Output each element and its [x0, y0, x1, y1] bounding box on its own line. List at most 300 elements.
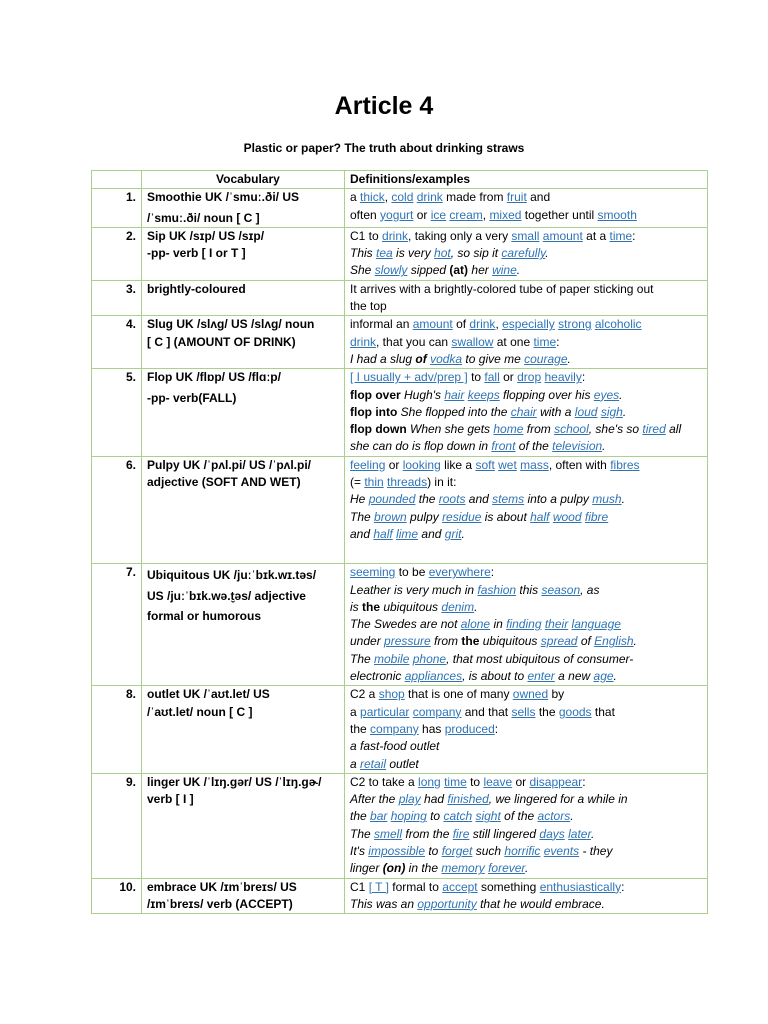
- dictionary-link[interactable]: pounded: [368, 492, 416, 507]
- dictionary-link[interactable]: time: [533, 334, 557, 349]
- dictionary-link[interactable]: company: [412, 704, 462, 719]
- definition-line: [350, 316, 702, 333]
- definition-text: of: [452, 317, 470, 332]
- term-line: linger UK /ˈlɪŋ.ɡər/ US /ˈlɪŋ.ɡɚ/: [147, 774, 322, 789]
- dictionary-link[interactable]: forever: [488, 861, 525, 876]
- dictionary-link[interactable]: home: [493, 422, 524, 437]
- definition-text: , we lingered for a while in: [488, 792, 628, 807]
- row-number: 3.: [92, 280, 142, 316]
- row-number: 6.: [92, 456, 142, 563]
- definition-cell: [345, 456, 708, 563]
- definition-text: - they: [579, 843, 613, 858]
- definition-text: at a: [582, 228, 610, 243]
- row-number: 4.: [92, 316, 142, 369]
- vocabulary-term: [142, 456, 345, 563]
- dictionary-link[interactable]: forget: [441, 843, 473, 858]
- dictionary-link[interactable]: feeling: [350, 457, 386, 472]
- definition-line: [350, 298, 702, 315]
- table-row: [92, 878, 708, 914]
- dictionary-link[interactable]: courage: [524, 351, 568, 366]
- term-line: -pp- verb [ I or T ]: [147, 246, 246, 261]
- definition-text: the: [362, 599, 380, 614]
- definition-text: , taking only a very: [408, 228, 512, 243]
- definition-text: C2 to take a: [350, 774, 419, 789]
- dictionary-link[interactable]: appliances: [404, 669, 463, 684]
- dictionary-link[interactable]: school: [554, 422, 589, 437]
- definition-text: formal to: [388, 879, 443, 894]
- dictionary-link[interactable]: bar: [370, 809, 388, 824]
- dictionary-link[interactable]: especially: [502, 317, 555, 332]
- dictionary-link[interactable]: shop: [378, 687, 405, 702]
- dictionary-link[interactable]: time: [609, 228, 633, 243]
- dictionary-link[interactable]: wet: [498, 457, 517, 472]
- header-definitions: Definitions/examples: [345, 171, 708, 189]
- definition-text: It's: [350, 843, 369, 858]
- definition-text: informal an: [350, 317, 413, 332]
- definition-line: [350, 509, 702, 526]
- table-row: [92, 564, 708, 686]
- dictionary-link[interactable]: amount: [412, 317, 453, 332]
- dictionary-link[interactable]: mass: [520, 457, 549, 472]
- definition-text: she can do is flop down in: [350, 439, 492, 454]
- dictionary-link[interactable]: impossible: [368, 843, 425, 858]
- definition-line: [350, 564, 702, 581]
- definition-text: (on): [382, 861, 406, 876]
- definition-text: the: [461, 634, 480, 649]
- dictionary-link[interactable]: eyes: [593, 387, 620, 402]
- dictionary-link[interactable]: mush: [592, 492, 622, 507]
- dictionary-link[interactable]: strong: [558, 317, 592, 332]
- dictionary-link[interactable]: wine: [492, 263, 517, 278]
- dictionary-link[interactable]: looking: [402, 457, 441, 472]
- dictionary-link[interactable]: small: [511, 228, 540, 243]
- definition-text: is very: [392, 246, 435, 261]
- definition-text: electronic: [350, 669, 405, 684]
- dictionary-link[interactable]: lime: [396, 526, 419, 541]
- definition-cell: [345, 564, 708, 686]
- dictionary-link[interactable]: pressure: [384, 634, 431, 649]
- table-row: [92, 369, 708, 456]
- dictionary-link[interactable]: soft: [475, 457, 495, 472]
- definition-text: C1 to: [350, 228, 383, 243]
- page-title: Article 4: [334, 92, 434, 120]
- definition-text: in: [490, 617, 507, 632]
- definition-text: flopping over his: [499, 387, 594, 402]
- definition-line: [350, 616, 702, 633]
- definition-text: .: [474, 599, 478, 614]
- definition-text: The Swedes are not: [350, 617, 461, 632]
- definition-text: and: [350, 526, 374, 541]
- definition-text: by: [548, 687, 565, 702]
- definition-line: [350, 879, 702, 896]
- definition-line: [350, 599, 702, 616]
- definition-line: [350, 189, 702, 206]
- dictionary-link[interactable]: particular: [360, 704, 410, 719]
- definition-cell: [345, 686, 708, 773]
- definition-line: [350, 421, 702, 438]
- definition-text: to give me: [462, 351, 525, 366]
- dictionary-link[interactable]: language: [571, 617, 621, 632]
- definition-line: [350, 686, 702, 703]
- definition-cell: [345, 773, 708, 878]
- dictionary-link[interactable]: fall: [484, 370, 500, 385]
- definition-text: from: [430, 634, 462, 649]
- definition-line: [350, 404, 702, 421]
- dictionary-link[interactable]: sells: [511, 704, 536, 719]
- term-line: US /juːˈbɪk.wə.t̬əs/ adjective: [147, 588, 306, 603]
- definition-text: , often with: [548, 457, 611, 472]
- definition-text: .: [516, 263, 521, 278]
- dictionary-link[interactable]: fashion: [477, 582, 517, 597]
- definition-text: to: [467, 370, 485, 385]
- dictionary-link[interactable]: television: [552, 439, 603, 454]
- definition-text: something: [477, 879, 540, 894]
- dictionary-link[interactable]: season: [541, 582, 581, 597]
- definition-text: a: [350, 190, 361, 205]
- dictionary-link[interactable]: hoping: [390, 809, 427, 824]
- dictionary-link[interactable]: drink: [382, 228, 409, 243]
- term-line: [ C ] (AMOUNT OF DRINK): [147, 334, 296, 349]
- vocabulary-term: [142, 280, 345, 316]
- definition-text: :: [582, 774, 586, 789]
- definition-text: or: [512, 774, 530, 789]
- dictionary-link[interactable]: English: [594, 634, 634, 649]
- dictionary-link[interactable]: slowly: [374, 263, 408, 278]
- dictionary-link[interactable]: time: [444, 774, 467, 789]
- dictionary-link[interactable]: enthusiastically: [539, 879, 622, 894]
- header-vocabulary: Vocabulary: [142, 171, 345, 189]
- definition-text: in the: [405, 861, 442, 876]
- term-line: adjective (SOFT AND WET): [147, 475, 301, 490]
- header-number: [92, 171, 142, 189]
- dictionary-link[interactable]: opportunity: [417, 896, 477, 911]
- dictionary-link[interactable]: catch: [443, 809, 473, 824]
- definition-line: [350, 582, 702, 599]
- vocabulary-table: [91, 170, 708, 914]
- dictionary-link[interactable]: events: [543, 843, 580, 858]
- dictionary-link[interactable]: denim: [441, 599, 475, 614]
- table-row: [92, 316, 708, 369]
- vocabulary-term: [142, 564, 345, 686]
- definition-text: is: [350, 599, 362, 614]
- dictionary-link[interactable]: disappear: [529, 774, 583, 789]
- dictionary-link[interactable]: enter: [527, 669, 555, 684]
- definition-line: [350, 474, 702, 491]
- definition-text: such: [472, 843, 505, 858]
- dictionary-link[interactable]: smell: [374, 826, 403, 841]
- definition-text: all: [665, 422, 682, 437]
- definition-line: [350, 281, 702, 298]
- definition-text: had: [420, 792, 448, 807]
- dictionary-link[interactable]: drink: [416, 190, 443, 205]
- dictionary-link[interactable]: yogurt: [380, 207, 414, 222]
- dictionary-link[interactable]: horrific: [504, 843, 541, 858]
- term-line: brightly-coloured: [147, 281, 246, 296]
- definition-text: the: [350, 721, 371, 736]
- dictionary-link[interactable]: wood: [552, 509, 582, 524]
- dictionary-link[interactable]: accept: [442, 879, 478, 894]
- definition-text: of the: [500, 809, 538, 824]
- dictionary-link[interactable]: everywhere: [428, 565, 491, 580]
- dictionary-link[interactable]: grit: [444, 526, 462, 541]
- definition-text: It arrives with a brightly-colored tube of paper sticking out: [350, 281, 654, 296]
- definition-text: from: [523, 422, 555, 437]
- term-line: Pulpy UK /ˈpʌl.pi/ US /ˈpʌl.pi/: [147, 457, 312, 472]
- definition-text: of: [577, 634, 595, 649]
- dictionary-link[interactable]: chair: [510, 404, 537, 419]
- dictionary-link[interactable]: heavily: [544, 370, 582, 385]
- definition-text: .: [633, 634, 637, 649]
- definition-cell: [345, 878, 708, 914]
- dictionary-link[interactable]: fibre: [584, 509, 609, 524]
- term-line: Ubiquitous UK /juːˈbɪk.wɪ.təs/: [147, 568, 317, 583]
- definition-text: that: [591, 704, 615, 719]
- definition-text: I had a slug: [350, 351, 416, 366]
- definition-line: [350, 351, 702, 368]
- dictionary-link[interactable]: spread: [540, 634, 578, 649]
- dictionary-link[interactable]: goods: [558, 704, 592, 719]
- definition-line: [350, 896, 702, 913]
- definition-text: .: [591, 826, 595, 841]
- row-number: 2.: [92, 227, 142, 280]
- definition-line: [350, 756, 702, 773]
- definition-text: Hugh's: [400, 387, 445, 402]
- dictionary-link[interactable]: cold: [391, 190, 414, 205]
- definition-text: flop down: [350, 422, 407, 437]
- dictionary-link[interactable]: keeps: [467, 387, 500, 402]
- dictionary-link[interactable]: [ I usually + adv/prep ]: [350, 370, 468, 385]
- vocabulary-term: [142, 227, 345, 280]
- definition-text: (at): [449, 263, 469, 278]
- definition-line: [350, 633, 702, 650]
- definition-text: the: [535, 704, 559, 719]
- definition-text: .: [524, 861, 529, 876]
- dictionary-link[interactable]: play: [398, 792, 421, 807]
- dictionary-link[interactable]: mixed: [489, 207, 522, 222]
- dictionary-link[interactable]: mobile: [374, 651, 410, 666]
- dictionary-link[interactable]: ice: [430, 207, 447, 222]
- dictionary-link[interactable]: residue: [442, 509, 482, 524]
- dictionary-link[interactable]: smooth: [597, 207, 637, 222]
- dictionary-link[interactable]: loud: [574, 404, 598, 419]
- dictionary-link[interactable]: long: [418, 774, 441, 789]
- term-line: Slug UK /slʌg/ US /slʌg/ noun: [147, 317, 315, 332]
- dictionary-link[interactable]: vodka: [430, 351, 463, 366]
- definition-text: of: [415, 351, 427, 366]
- term-line: -pp- verb(FALL): [147, 390, 237, 405]
- term-line: /ɪmˈbreɪs/ verb (ACCEPT): [147, 896, 293, 911]
- definition-line: [350, 808, 702, 825]
- dictionary-link[interactable]: hair: [444, 387, 465, 402]
- definition-text: linger: [350, 861, 383, 876]
- dictionary-link[interactable]: age: [593, 669, 614, 684]
- dictionary-link[interactable]: half: [373, 526, 393, 541]
- definition-text: , so sip it: [450, 246, 502, 261]
- definition-text: still lingered: [469, 826, 540, 841]
- dictionary-link[interactable]: later: [568, 826, 592, 841]
- term-line: verb [ I ]: [147, 792, 194, 807]
- definition-text: .: [621, 492, 625, 507]
- dictionary-link[interactable]: seeming: [350, 565, 396, 580]
- dictionary-link[interactable]: finished: [447, 792, 489, 807]
- dictionary-link[interactable]: tea: [376, 246, 393, 261]
- term-line: Sip UK /sɪp/ US /sɪp/: [147, 228, 265, 243]
- definition-text: .: [613, 669, 617, 684]
- dictionary-link[interactable]: days: [539, 826, 565, 841]
- dictionary-link[interactable]: threads: [387, 475, 428, 490]
- dictionary-link[interactable]: brown: [374, 509, 407, 524]
- definition-line: [350, 491, 702, 508]
- definition-text: like a: [440, 457, 476, 472]
- definition-text: .: [570, 809, 574, 824]
- dictionary-link[interactable]: drink: [350, 334, 377, 349]
- dictionary-link[interactable]: drop: [517, 370, 542, 385]
- term-line: outlet UK /ˈaʊt.let/ US: [147, 687, 270, 702]
- definition-text: .: [622, 404, 627, 419]
- dictionary-link[interactable]: roots: [438, 492, 466, 507]
- dictionary-link[interactable]: phone: [412, 651, 447, 666]
- dictionary-link[interactable]: amount: [542, 228, 583, 243]
- dictionary-link[interactable]: memory: [441, 861, 485, 876]
- definition-text: :: [581, 370, 586, 385]
- definition-cell: [345, 227, 708, 280]
- definition-text: ,: [482, 207, 490, 222]
- definition-line: [350, 774, 702, 791]
- table-row: [92, 773, 708, 878]
- definition-text: ubiquitous: [479, 634, 541, 649]
- dictionary-link[interactable]: hot: [434, 246, 451, 261]
- dictionary-link[interactable]: stems: [492, 492, 525, 507]
- definition-text: or: [413, 207, 431, 222]
- dictionary-link[interactable]: thin: [364, 475, 384, 490]
- dictionary-link[interactable]: fire: [452, 826, 470, 841]
- definition-text: .: [619, 387, 623, 402]
- definition-text: .: [545, 246, 549, 261]
- term-line: formal or humorous: [147, 608, 262, 623]
- dictionary-link[interactable]: alone: [460, 617, 491, 632]
- definition-line: [350, 228, 702, 245]
- definition-text: often: [350, 207, 381, 222]
- definition-text: a: [350, 756, 361, 771]
- definition-line: [350, 704, 702, 721]
- definition-line: [350, 860, 702, 877]
- definition-line: [350, 721, 702, 738]
- dictionary-link[interactable]: finding: [506, 617, 542, 632]
- definition-text: and: [418, 526, 445, 541]
- definition-text: :: [490, 565, 495, 580]
- definition-text: made from: [442, 190, 507, 205]
- dictionary-link[interactable]: thick: [360, 190, 385, 205]
- definition-text: :: [632, 228, 636, 243]
- definition-line: [350, 387, 702, 404]
- dictionary-link[interactable]: half: [530, 509, 550, 524]
- definition-text: the: [415, 492, 439, 507]
- definition-text: flop into: [350, 404, 398, 419]
- dictionary-link[interactable]: retail: [360, 756, 387, 771]
- definition-text: flop over: [350, 387, 401, 402]
- definition-text: .: [602, 439, 606, 454]
- definition-text: After the: [350, 792, 399, 807]
- definition-text: The: [350, 826, 375, 841]
- definition-text: C1: [350, 879, 369, 894]
- definition-text: and: [526, 190, 551, 205]
- definition-text: .: [567, 351, 571, 366]
- definition-text: .: [461, 526, 465, 541]
- dictionary-link[interactable]: sigh: [600, 404, 623, 419]
- definition-text: sipped: [407, 263, 450, 278]
- definition-text: She: [350, 263, 375, 278]
- definition-text: and that: [461, 704, 512, 719]
- table-row: [92, 280, 708, 316]
- dictionary-link[interactable]: company: [370, 721, 419, 736]
- dictionary-link[interactable]: their: [544, 617, 569, 632]
- definition-text: The: [350, 651, 375, 666]
- dictionary-link[interactable]: produced: [444, 721, 495, 736]
- definition-cell: [345, 189, 708, 228]
- definition-text: a new: [554, 669, 594, 684]
- definition-text: (=: [350, 475, 365, 490]
- definition-line: [350, 438, 702, 455]
- vocabulary-term: [142, 316, 345, 369]
- definition-text: this: [516, 582, 542, 597]
- definition-text: to: [425, 843, 442, 858]
- definition-text: the: [350, 809, 371, 824]
- dictionary-link[interactable]: owned: [512, 687, 549, 702]
- definition-text: to be: [395, 565, 429, 580]
- dictionary-link[interactable]: actors: [537, 809, 571, 824]
- definition-line: [350, 369, 702, 386]
- dictionary-link[interactable]: cream: [449, 207, 483, 222]
- dictionary-link[interactable]: alcoholic: [594, 317, 642, 332]
- dictionary-link[interactable]: leave: [483, 774, 513, 789]
- dictionary-link[interactable]: [ T ]: [368, 879, 389, 894]
- definition-text: with a: [536, 404, 575, 419]
- dictionary-link[interactable]: front: [491, 439, 516, 454]
- dictionary-link[interactable]: sight: [475, 809, 501, 824]
- vocabulary-term: [142, 773, 345, 878]
- definition-line: [350, 526, 702, 543]
- dictionary-link[interactable]: tired: [642, 422, 666, 437]
- term-line: /ˈaʊt.let/ noun [ C ]: [147, 704, 253, 719]
- definition-text: Leather is very much in: [350, 582, 478, 597]
- definition-line: [350, 334, 702, 351]
- row-number: 8.: [92, 686, 142, 773]
- definition-line: [350, 738, 702, 755]
- dictionary-link[interactable]: fibres: [610, 457, 640, 472]
- row-number: 5.: [92, 369, 142, 456]
- definition-line: [350, 651, 702, 668]
- definition-text: C2 a: [350, 687, 379, 702]
- definition-text: He: [350, 492, 369, 507]
- definition-text: under: [350, 634, 385, 649]
- definition-line: [350, 262, 702, 279]
- dictionary-link[interactable]: swallow: [451, 334, 494, 349]
- dictionary-link[interactable]: fruit: [506, 190, 527, 205]
- term-line: Flop UK /flɒp/ US /flɑːp/: [147, 370, 281, 385]
- definition-cell: [345, 316, 708, 369]
- definition-text: a fast-food outlet: [350, 739, 440, 754]
- vocabulary-term: [142, 189, 345, 228]
- row-number: 10.: [92, 878, 142, 914]
- table-row: [92, 686, 708, 773]
- definition-text: This was an: [350, 896, 418, 911]
- vocabulary-term: [142, 686, 345, 773]
- definition-text: pulpy: [406, 509, 443, 524]
- dictionary-link[interactable]: carefully: [501, 246, 546, 261]
- definition-text: :: [556, 334, 560, 349]
- definition-text: or: [385, 457, 403, 472]
- dictionary-link[interactable]: drink: [469, 317, 496, 332]
